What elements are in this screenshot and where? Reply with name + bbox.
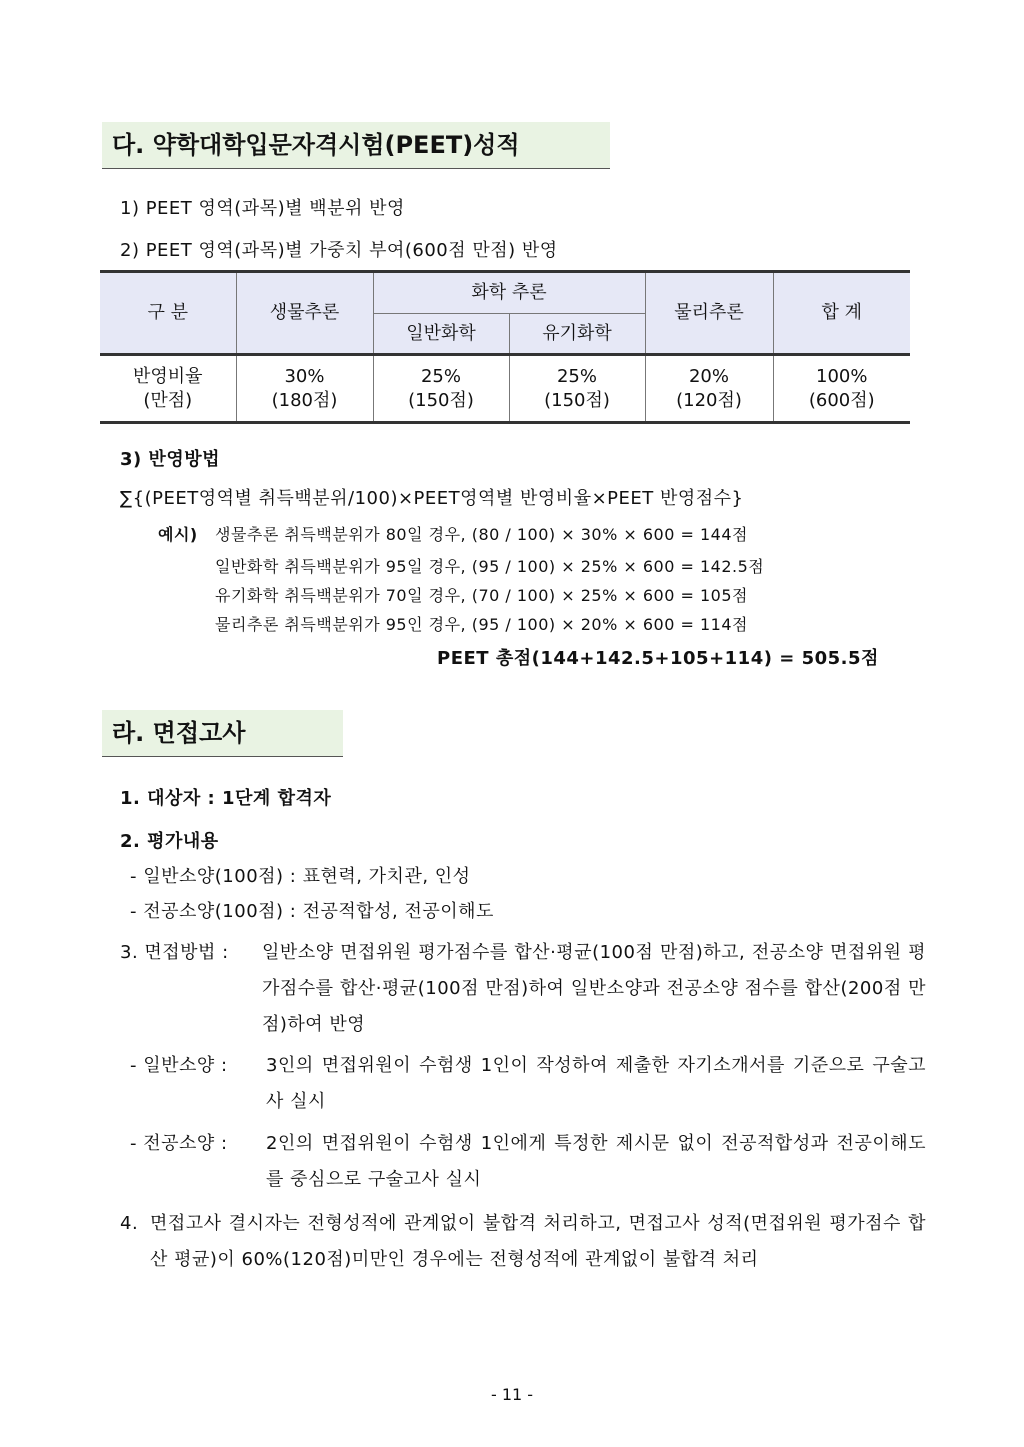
cell-pts: (120점) [676,389,742,411]
cell-pct: 25% [420,365,461,387]
general-text: 3인의 면접위원이 수험생 1인이 작성하여 제출한 자기소개서를 기준으로 구술고사 실시 [266,1055,926,1112]
major-label: - 전공소양 : [130,1133,228,1154]
peet-item-2: 2) PEET 영역(과목)별 가중치 부여(600점 만점) 반영 [120,240,558,261]
row-label-line1: 반영비율 [132,365,203,387]
header-total: 합 계 [773,272,910,355]
example-line: 일반화학 취득백분위가 95일 경우, (95 / 100) × 25% × 600 = 142.5점 [215,557,765,576]
cell-organic-chem [509,355,645,423]
cell-general-chem [373,355,509,423]
interview-eval-major: - 전공소양(100점) : 전공적합성, 전공이해도 [130,901,494,922]
cell-pts: (600점) [808,389,875,411]
cell-pts: (150점) [408,389,474,411]
note-number: 4. [120,1213,139,1234]
header-bio: 생물추론 [236,272,373,355]
row-label [100,355,236,423]
cell-pct: 100% [816,365,868,387]
header-gubun: 구 분 [100,272,236,355]
header-organic-chem: 유기화학 [509,314,645,355]
interview-target: 1. 대상자 : 1단계 합격자 [120,788,332,809]
cell-pct: 25% [556,365,597,387]
section-title-peet: 다. 약학대학입문자격시험(PEET)성적 [102,122,610,169]
example-line: 물리추론 취득백분위가 95인 경우, (95 / 100) × 20% × 600 = 114점 [215,615,748,634]
example-line: 유기화학 취득백분위가 70일 경우, (70 / 100) × 25% × 600 = 105점 [215,586,748,605]
example-line: 생물추론 취득백분위가 80일 경우, (80 / 100) × 30% × 600 = 144점 [215,525,748,544]
general-label: - 일반소양 : [130,1055,228,1076]
major-text: 2인의 면접위원이 수험생 1인에게 특정한 제시문 없이 전공적합성과 전공이해도를 중심으로 구술고사 실시 [266,1133,926,1190]
peet-formula: ∑{(PEET영역별 취득백분위/100)×PEET영역별 반영비율×PEET 반영점수} [120,488,744,509]
example-label: 예시) [158,525,198,544]
header-general-chem: 일반화학 [373,314,509,355]
interview-eval-title: 2. 평가내용 [120,831,219,852]
cell-pct: 20% [688,365,729,387]
cell-pts: (150점) [544,389,610,411]
page-number: - 11 - [490,1385,534,1404]
interview-method-text: 일반소양 면접위원 평가점수를 합산·평균(100점 만점)하고, 전공소양 면접위원 평가점수를 합산·평균(100점 만점)하여 일반소양과 전공소양 점수를 합산(200점 만점)하여 반영 [262,942,926,1035]
interview-eval-general: - 일반소양(100점) : 표현력, 가치관, 인성 [130,866,471,887]
cell-bio [236,355,373,423]
cell-pts: (180점) [271,389,338,411]
section-title-interview: 라. 면접고사 [102,710,343,757]
interview-method-label: 3. 면접방법 : [120,942,229,963]
cell-pct: 30% [284,365,325,387]
header-physics: 물리추론 [645,272,773,355]
peet-total-line: PEET 총점(144+142.5+105+114) = 505.5점 [437,648,879,669]
header-chem: 화학 추론 [373,272,645,314]
cell-physics [645,355,773,423]
peet-item-3: 3) 반영방법 [120,449,221,470]
peet-weight-table [100,270,910,424]
peet-item-1: 1) PEET 영역(과목)별 백분위 반영 [120,198,405,219]
row-label-line2: (만점) [143,389,193,411]
cell-total [773,355,910,423]
note-text: 면접고사 결시자는 전형성적에 관계없이 불합격 처리하고, 면접고사 성적(면접위원 평가점수 합산 평균)이 60%(120점)미만인 경우에는 전형성적에 관계없이 불합격 처리 [150,1213,926,1270]
